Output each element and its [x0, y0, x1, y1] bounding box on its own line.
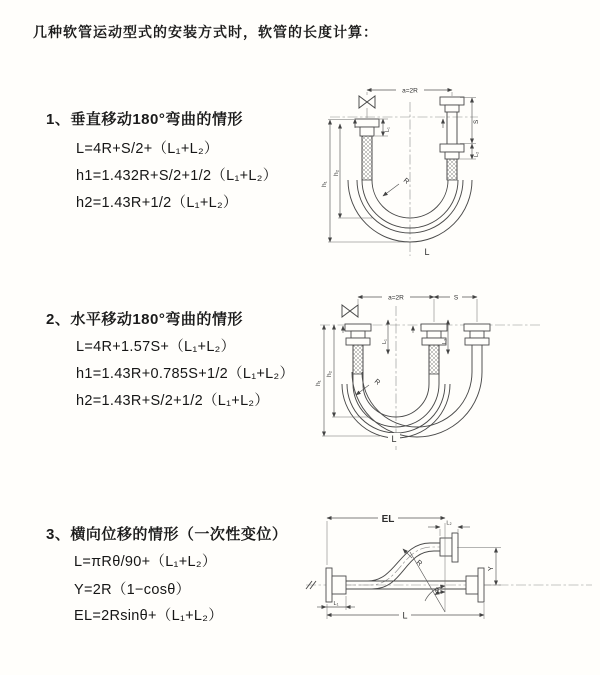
- angle-construction: [410, 523, 445, 612]
- dim-label-stroke-s: S: [453, 294, 459, 302]
- dimensions: [317, 512, 501, 621]
- dim-label-radius: R: [401, 177, 411, 186]
- formula-y: Y=2R（1−cosθ）: [74, 582, 191, 598]
- diagram-horizontal-180-bend: [308, 284, 593, 456]
- dim-label-h2: h₂: [333, 169, 340, 176]
- dim-label-l2: L₂: [474, 151, 480, 157]
- dim-label-stroke-s: S: [473, 119, 480, 124]
- formula-h2: h2=1.43R+S/2+1/2（L₁+L₂）: [76, 393, 270, 409]
- formula-h2: h2=1.43R+1/2（L₁+L₂）: [76, 195, 238, 211]
- formula-el: EL=2Rsinθ+（L₁+L₂）: [74, 608, 224, 624]
- diagram-vertical-180-bend: [310, 80, 580, 260]
- braid-sections: [362, 136, 457, 180]
- dim-label-h2: h₂: [326, 370, 333, 377]
- valve-icon: [342, 305, 358, 317]
- formula-h1: h1=1.432R+S/2+1/2（L₁+L₂）: [76, 168, 278, 184]
- formula-length: L=4R+1.57S+（L₁+L₂）: [76, 339, 236, 355]
- dim-label-l2: L₂: [446, 520, 452, 527]
- formula-length: L=4R+S/2+（L₁+L₂）: [76, 141, 219, 157]
- dim-label-length: L: [391, 434, 397, 444]
- formula-h1: h1=1.43R+0.785S+1/2（L₁+L₂）: [76, 366, 295, 382]
- flange-fittings: [326, 533, 484, 602]
- flange-fittings: [345, 324, 490, 345]
- dim-label-h1: h₁: [315, 380, 322, 386]
- dim-label-l2: L₂: [442, 338, 448, 344]
- page-title: 几种软管运动型式的安装方式时，软管的长度计算：: [33, 24, 378, 40]
- section-3-heading: 3、横向位移的情形（一次性变位）: [46, 526, 288, 543]
- section-2-heading: 2、水平移动180°弯曲的情形: [46, 311, 243, 328]
- dim-label-l1: L₁: [385, 127, 391, 132]
- dim-label-h1: h₁: [321, 181, 328, 187]
- valve-icon: [359, 96, 375, 118]
- dim-label-width: a=2R: [388, 294, 404, 302]
- dim-label-theta: θ: [435, 588, 439, 595]
- dim-label-el: EL: [381, 514, 395, 525]
- dim-label-width: a=2R: [402, 87, 418, 95]
- dim-label-y: Y: [488, 566, 495, 571]
- dim-label-l1: L₁: [333, 601, 339, 607]
- dim-label-length: L: [424, 247, 430, 257]
- dim-label-radius: R: [372, 378, 382, 387]
- section-1-heading: 1、垂直移动180°弯曲的情形: [46, 111, 243, 128]
- diagram-lateral-displacement: [300, 502, 598, 642]
- dim-label-radius: R: [414, 559, 424, 568]
- dim-label-l1: L₁: [382, 339, 388, 344]
- dim-label-length: L: [402, 610, 408, 621]
- formula-length: L=πRθ/90+（L₁+L₂）: [74, 554, 217, 570]
